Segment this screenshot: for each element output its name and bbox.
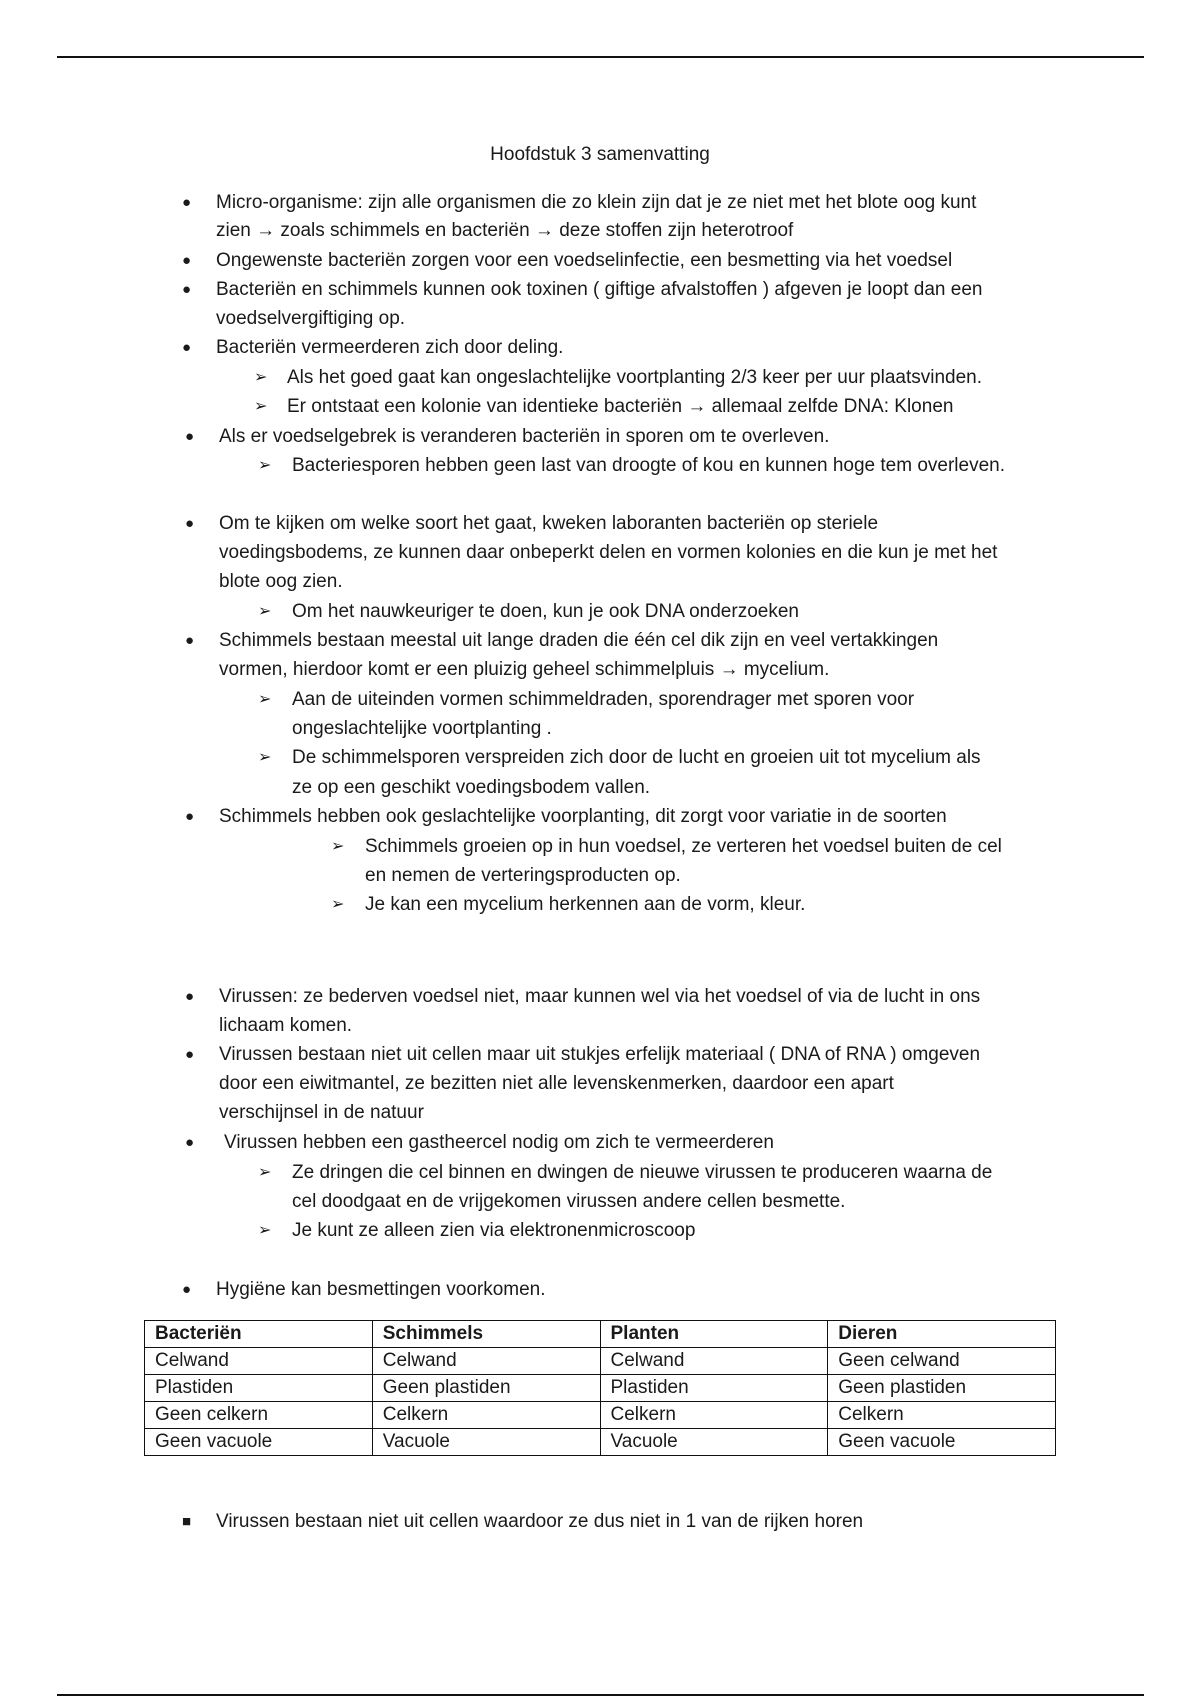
text-line: cel doodgaat en de vrijgekomen virussen andere cellen besmette.: [292, 1191, 846, 1212]
text-line: Als het goed gaat kan ongeslachtelijke voortplanting 2/3 keer per uur plaatsvinden.: [287, 367, 983, 388]
text-line: Bacteriën vermeerderen zich door deling.: [216, 337, 564, 358]
text-line: voedselvergiftiging op.: [216, 308, 406, 329]
arrow-bullet-icon: ➢: [254, 369, 268, 386]
text-line: blote oog zien.: [219, 571, 343, 592]
table-cell: Geen celkern: [145, 1402, 373, 1429]
table-cell: Geen celwand: [828, 1348, 1056, 1375]
text-line: verschijnsel in de natuur: [219, 1102, 424, 1123]
bullet-icon: ●: [185, 988, 195, 1005]
arrow-bullet-icon: ➢: [254, 398, 268, 415]
text-line: Virussen bestaan niet uit cellen maar uit stukjes erfelijk materiaal ( DNA of RNA ) omgeven: [219, 1044, 981, 1065]
text-line: lichaam komen.: [219, 1015, 353, 1036]
arrow-bullet-icon: ➢: [258, 603, 272, 620]
text-line: Schimmels hebben ook geslachtelijke voorplanting, dit zorgt voor variatie in de soorten: [219, 806, 947, 827]
table-row: [145, 1375, 1056, 1402]
text-line: Om te kijken om welke soort het gaat, kweken laboranten bacteriën op steriele: [219, 513, 879, 534]
text-line: en nemen de verteringsproducten op.: [365, 865, 681, 886]
table-cell: Plastiden: [600, 1375, 828, 1402]
text-line: vormen, hierdoor komt er een pluizig geheel schimmelpluis → mycelium.: [219, 659, 830, 680]
text-line: Bacteriën en schimmels kunnen ook toxinen ( giftige afvalstoffen ) afgeven je loopt dan een: [216, 279, 983, 300]
arrow-bullet-icon: ➢: [258, 691, 272, 708]
table-cell: Vacuole: [600, 1429, 828, 1456]
text-line: Bacteriesporen hebben geen last van droogte of kou en kunnen hoge tem overleven.: [292, 455, 1006, 476]
table-cell: Celwand: [372, 1348, 600, 1375]
bullet-icon: ●: [182, 252, 192, 269]
bullet-icon: ●: [185, 428, 195, 445]
text-line: Virussen hebben een gastheercel nodig om zich te vermeerderen: [224, 1132, 774, 1153]
table-row: [145, 1348, 1056, 1375]
text-line: Virussen: ze bederven voedsel niet, maar kunnen wel via het voedsel of via de lucht in ons: [219, 986, 981, 1007]
text-line: Virussen bestaan niet uit cellen waardoor ze dus niet in 1 van de rijken horen: [216, 1511, 864, 1532]
table-header-cell: Schimmels: [372, 1321, 600, 1348]
table-row: [145, 1429, 1056, 1456]
table-cell: Vacuole: [372, 1429, 600, 1456]
text-line: Er ontstaat een kolonie van identieke bacteriën → allemaal zelfde DNA: Klonen: [287, 396, 954, 417]
table-header-cell: Dieren: [828, 1321, 1056, 1348]
text-line: ongeslachtelijke voortplanting .: [292, 718, 552, 739]
text-line: Hygiëne kan besmettingen voorkomen.: [216, 1279, 546, 1300]
bullet-icon: ●: [185, 1134, 195, 1151]
table-cell: Geen plastiden: [372, 1375, 600, 1402]
bullet-icon: ●: [182, 1281, 192, 1298]
table-row: [145, 1402, 1056, 1429]
comparison-table: [144, 1320, 1056, 1456]
text-line: Micro-organisme: zijn alle organismen die zo klein zijn dat je ze niet met het blote oog kunt: [216, 192, 977, 213]
text-line: Ongewenste bacteriën zorgen voor een voedselinfectie, een besmetting via het voedsel: [216, 250, 953, 271]
bullet-icon: ●: [185, 808, 195, 825]
table-cell: Plastiden: [145, 1375, 373, 1402]
table-cell: Geen plastiden: [828, 1375, 1056, 1402]
text-line: voedingsbodems, ze kunnen daar onbeperkt delen en vormen kolonies en die kun je met het: [219, 542, 998, 563]
header-rule: [57, 56, 1144, 58]
table-header-cell: Bacteriën: [145, 1321, 373, 1348]
text-line: Je kan een mycelium herkennen aan de vorm, kleur.: [365, 894, 806, 915]
text-line: zien → zoals schimmels en bacteriën → deze stoffen zijn heterotroof: [216, 220, 794, 241]
text-line: Schimmels bestaan meestal uit lange draden die één cel dik zijn en veel vertakkingen: [219, 630, 939, 651]
text-line: De schimmelsporen verspreiden zich door de lucht en groeien uit tot mycelium als: [292, 747, 981, 768]
text-line: Als er voedselgebrek is veranderen bacteriën in sporen om te overleven.: [219, 426, 830, 447]
arrow-bullet-icon: ➢: [331, 896, 345, 913]
text-line: Schimmels groeien op in hun voedsel, ze verteren het voedsel buiten de cel: [365, 836, 1002, 857]
table-cell: Celwand: [145, 1348, 373, 1375]
table-header-row: [145, 1321, 1056, 1348]
footer-rule: [57, 1694, 1144, 1696]
arrow-bullet-icon: ➢: [331, 838, 345, 855]
table-cell: Geen vacuole: [828, 1429, 1056, 1456]
arrow-bullet-icon: ➢: [258, 1222, 272, 1239]
text-line: ze op een geschikt voedingsbodem vallen.: [292, 777, 651, 798]
text-line: Aan de uiteinden vormen schimmeldraden, sporendrager met sporen voor: [292, 689, 915, 710]
arrow-bullet-icon: ➢: [258, 457, 272, 474]
bullet-icon: ●: [182, 339, 192, 356]
table-cell: Celkern: [828, 1402, 1056, 1429]
bullet-icon: ●: [185, 1046, 195, 1063]
arrow-bullet-icon: ➢: [258, 1164, 272, 1181]
text-line: Je kunt ze alleen zien via elektronenmicroscoop: [292, 1220, 696, 1241]
page-title: Hoofdstuk 3 samenvatting: [490, 144, 710, 165]
bullet-icon: ●: [185, 515, 195, 532]
table-cell: Celwand: [600, 1348, 828, 1375]
text-line: Ze dringen die cel binnen en dwingen de nieuwe virussen te produceren waarna de: [292, 1162, 993, 1183]
text-line: Om het nauwkeuriger te doen, kun je ook DNA onderzoeken: [292, 601, 799, 622]
bullet-icon: ●: [182, 194, 192, 211]
table-cell: Celkern: [600, 1402, 828, 1429]
table-cell: Geen vacuole: [145, 1429, 373, 1456]
table-cell: Celkern: [372, 1402, 600, 1429]
bullet-icon: ●: [185, 632, 195, 649]
bullet-icon: ●: [182, 281, 192, 298]
bullet-icon: ■: [182, 1513, 192, 1530]
arrow-bullet-icon: ➢: [258, 749, 272, 766]
text-line: door een eiwitmantel, ze bezitten niet alle levenskenmerken, daardoor een apart: [219, 1073, 894, 1094]
table-header-cell: Planten: [600, 1321, 828, 1348]
